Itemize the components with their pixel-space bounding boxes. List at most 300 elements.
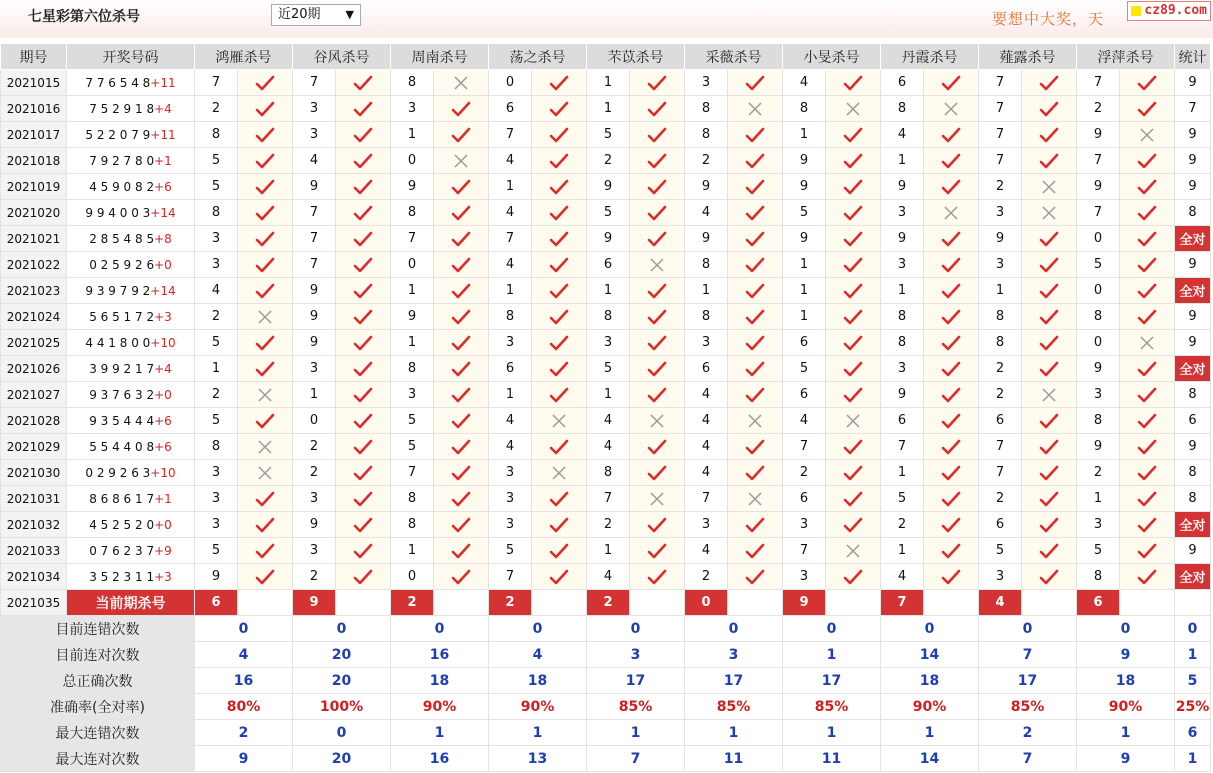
- stat-value: 2: [979, 720, 1077, 746]
- check-icon: [549, 361, 569, 377]
- check-icon: [647, 361, 667, 377]
- result-cell: [826, 96, 881, 122]
- count-cell: 9: [1175, 330, 1211, 356]
- result-cell: [924, 96, 979, 122]
- result-cell: [434, 330, 489, 356]
- stat-row: [1, 642, 1211, 668]
- result-cell: [1022, 70, 1077, 96]
- check-icon: [353, 517, 373, 533]
- table-row: [1, 200, 1211, 226]
- current-result-blank: [336, 590, 391, 616]
- kill-number-cell: 2: [1077, 96, 1120, 122]
- col-header-expert: 周南杀号: [391, 44, 489, 70]
- result-cell: [336, 226, 391, 252]
- kill-number-cell: 2: [979, 382, 1022, 408]
- check-icon: [1137, 439, 1157, 455]
- kill-number-cell: 6: [881, 408, 924, 434]
- cross-icon: [747, 413, 763, 429]
- check-icon: [843, 309, 863, 325]
- kill-number-cell: 3: [1077, 512, 1120, 538]
- result-cell: [728, 330, 783, 356]
- stat-value: 20: [293, 642, 391, 668]
- draw-numbers: 0 2 5 9 2 6: [89, 257, 155, 272]
- check-icon: [1039, 101, 1059, 117]
- draw-numbers: 7 5 2 9 1 8: [89, 101, 155, 116]
- table-row: [1, 96, 1211, 122]
- check-icon: [353, 387, 373, 403]
- kill-number-cell: 4: [489, 434, 532, 460]
- period-cell: 2021025: [1, 330, 67, 356]
- kill-number-cell: 7: [489, 226, 532, 252]
- stat-value: 6: [1175, 720, 1211, 746]
- result-cell: [336, 252, 391, 278]
- current-kill-number: 9: [293, 590, 336, 616]
- check-icon: [941, 543, 961, 559]
- table-row: [1, 356, 1211, 382]
- period-cell: 2021034: [1, 564, 67, 590]
- draw-numbers-cell: [67, 304, 195, 330]
- result-cell: [924, 252, 979, 278]
- period-cell: 2021018: [1, 148, 67, 174]
- kill-number-cell: 7: [979, 148, 1022, 174]
- result-cell: [1022, 434, 1077, 460]
- stat-value: 1: [685, 720, 783, 746]
- check-icon: [1039, 231, 1059, 247]
- count-cell: 9: [1175, 70, 1211, 96]
- draw-sum: +11: [150, 127, 176, 142]
- stat-value: 90%: [391, 694, 489, 720]
- kill-number-cell: 9: [979, 226, 1022, 252]
- kill-number-cell: 4: [783, 70, 826, 96]
- check-icon: [549, 153, 569, 169]
- result-cell: [1022, 460, 1077, 486]
- kill-number-cell: 7: [685, 486, 728, 512]
- current-result-blank: [1120, 590, 1175, 616]
- result-cell: [434, 408, 489, 434]
- check-icon: [451, 205, 471, 221]
- draw-sum: +0: [154, 257, 172, 272]
- kill-number-cell: 3: [293, 486, 336, 512]
- result-cell: [924, 200, 979, 226]
- kill-number-cell: 8: [979, 304, 1022, 330]
- check-icon: [941, 179, 961, 195]
- kill-number-cell: 2: [685, 564, 728, 590]
- result-cell: [924, 512, 979, 538]
- draw-numbers: 9 9 4 0 0 3: [85, 205, 151, 220]
- kill-number-cell: 5: [783, 200, 826, 226]
- result-cell: [1022, 408, 1077, 434]
- result-cell: [924, 174, 979, 200]
- result-cell: [1120, 564, 1175, 590]
- check-icon: [353, 569, 373, 585]
- table-row: [1, 408, 1211, 434]
- result-cell: [630, 200, 685, 226]
- result-cell: [924, 434, 979, 460]
- result-cell: [826, 564, 881, 590]
- check-icon: [647, 179, 667, 195]
- kill-number-cell: 1: [587, 70, 630, 96]
- cross-icon: [1139, 335, 1155, 351]
- draw-numbers: 0 7 6 2 3 7: [89, 543, 155, 558]
- stat-value: 17: [685, 668, 783, 694]
- draw-sum: +10: [150, 335, 176, 350]
- brand-logo[interactable]: [1127, 1, 1211, 21]
- result-cell: [1120, 200, 1175, 226]
- result-cell: [532, 304, 587, 330]
- count-cell: 9: [1175, 148, 1211, 174]
- cross-icon: [257, 439, 273, 455]
- col-header-expert: 丹霞杀号: [881, 44, 979, 70]
- cross-icon: [453, 153, 469, 169]
- period-cell: 2021019: [1, 174, 67, 200]
- check-icon: [353, 491, 373, 507]
- result-cell: [630, 512, 685, 538]
- stat-value: 17: [783, 668, 881, 694]
- result-cell: [532, 538, 587, 564]
- check-icon: [1137, 413, 1157, 429]
- result-cell: [434, 278, 489, 304]
- check-icon: [1039, 153, 1059, 169]
- kill-number-cell: 6: [587, 252, 630, 278]
- result-cell: [1022, 148, 1077, 174]
- check-icon: [1039, 465, 1059, 481]
- kill-number-cell: 8: [1077, 304, 1120, 330]
- current-period-row: [1, 590, 1211, 616]
- stat-value: 7: [587, 746, 685, 772]
- kill-number-cell: 9: [1077, 174, 1120, 200]
- kill-number-cell: 1: [587, 96, 630, 122]
- kill-number-cell: 6: [783, 486, 826, 512]
- cross-icon: [257, 387, 273, 403]
- stat-row: [1, 720, 1211, 746]
- kill-number-cell: 4: [685, 408, 728, 434]
- check-icon: [549, 569, 569, 585]
- kill-number-cell: 7: [1077, 200, 1120, 226]
- kill-number-cell: 5: [489, 538, 532, 564]
- kill-number-cell: 5: [979, 538, 1022, 564]
- check-icon: [451, 179, 471, 195]
- check-icon: [549, 127, 569, 143]
- current-kill-number: 9: [783, 590, 826, 616]
- result-cell: [238, 512, 293, 538]
- check-icon: [353, 361, 373, 377]
- kill-number-cell: 6: [489, 356, 532, 382]
- kill-number-cell: 3: [195, 252, 238, 278]
- draw-numbers-cell: [67, 252, 195, 278]
- check-icon: [1137, 153, 1157, 169]
- kill-number-cell: 9: [881, 382, 924, 408]
- cross-icon: [551, 413, 567, 429]
- check-icon: [1039, 257, 1059, 273]
- stat-value: 9: [1077, 642, 1175, 668]
- check-icon: [353, 283, 373, 299]
- kill-number-cell: 7: [489, 564, 532, 590]
- count-cell: 9: [1175, 122, 1211, 148]
- check-icon: [451, 101, 471, 117]
- kill-number-cell: 7: [391, 226, 434, 252]
- result-cell: [924, 460, 979, 486]
- check-icon: [549, 283, 569, 299]
- kill-number-cell: 5: [587, 122, 630, 148]
- check-icon: [353, 101, 373, 117]
- table-row: [1, 122, 1211, 148]
- check-icon: [549, 101, 569, 117]
- check-icon: [1137, 465, 1157, 481]
- check-icon: [1137, 517, 1157, 533]
- check-icon: [843, 231, 863, 247]
- stat-value: 20: [293, 668, 391, 694]
- result-cell: [1120, 148, 1175, 174]
- check-icon: [1039, 283, 1059, 299]
- result-cell: [238, 122, 293, 148]
- current-kill-number: 0: [685, 590, 728, 616]
- stat-value: 90%: [489, 694, 587, 720]
- period-cell: 2021017: [1, 122, 67, 148]
- check-icon: [843, 491, 863, 507]
- current-result-blank: [728, 590, 783, 616]
- stat-value: 4: [489, 642, 587, 668]
- check-icon: [647, 283, 667, 299]
- check-icon: [647, 153, 667, 169]
- result-cell: [728, 382, 783, 408]
- period-cell: 2021026: [1, 356, 67, 382]
- result-cell: [630, 538, 685, 564]
- check-icon: [647, 465, 667, 481]
- check-icon: [353, 413, 373, 429]
- kill-number-cell: 2: [293, 434, 336, 460]
- result-cell: [1120, 460, 1175, 486]
- kill-number-cell: 0: [391, 564, 434, 590]
- result-cell: [1022, 226, 1077, 252]
- kill-number-cell: 4: [587, 564, 630, 590]
- kill-number-cell: 8: [587, 460, 630, 486]
- draw-sum: +6: [154, 413, 172, 428]
- check-icon: [745, 517, 765, 533]
- stat-row: [1, 668, 1211, 694]
- result-cell: [826, 460, 881, 486]
- result-cell: [728, 356, 783, 382]
- kill-number-cell: 1: [783, 304, 826, 330]
- result-cell: [434, 226, 489, 252]
- stat-value: 90%: [881, 694, 979, 720]
- count-cell: 8: [1175, 486, 1211, 512]
- stat-value: 0: [489, 616, 587, 642]
- check-icon: [1137, 179, 1157, 195]
- kill-number-cell: 0: [1077, 330, 1120, 356]
- kill-number-cell: 8: [881, 96, 924, 122]
- result-cell: [1120, 512, 1175, 538]
- check-icon: [353, 179, 373, 195]
- kill-number-cell: 8: [489, 304, 532, 330]
- result-cell: [728, 486, 783, 512]
- check-icon: [843, 439, 863, 455]
- kill-number-cell: 4: [489, 252, 532, 278]
- kill-number-cell: 3: [391, 96, 434, 122]
- kill-number-cell: 1: [587, 278, 630, 304]
- current-result-blank: [630, 590, 685, 616]
- result-cell: [532, 564, 587, 590]
- kill-number-cell: 3: [685, 70, 728, 96]
- result-cell: [532, 122, 587, 148]
- result-cell: [1022, 356, 1077, 382]
- kill-number-cell: 6: [979, 512, 1022, 538]
- kill-number-cell: 7: [195, 70, 238, 96]
- current-result-blank: [238, 590, 293, 616]
- kill-number-cell: 7: [587, 486, 630, 512]
- stat-value: 17: [979, 668, 1077, 694]
- kill-number-cell: 3: [685, 330, 728, 356]
- result-cell: [826, 174, 881, 200]
- stat-value: 1: [489, 720, 587, 746]
- stat-value: 16: [391, 746, 489, 772]
- table-row: [1, 460, 1211, 486]
- kill-number-cell: 4: [489, 148, 532, 174]
- kill-number-cell: 3: [783, 512, 826, 538]
- check-icon: [1039, 569, 1059, 585]
- result-cell: [238, 382, 293, 408]
- draw-sum: +3: [154, 309, 172, 324]
- cross-icon: [1041, 205, 1057, 221]
- current-kill-number: 4: [979, 590, 1022, 616]
- count-cell: 全对: [1175, 226, 1211, 252]
- draw-numbers-cell: [67, 96, 195, 122]
- result-cell: [434, 148, 489, 174]
- check-icon: [1039, 439, 1059, 455]
- logo-square-icon: [1131, 6, 1141, 16]
- result-cell: [924, 226, 979, 252]
- table-row: [1, 330, 1211, 356]
- result-cell: [532, 278, 587, 304]
- draw-numbers-cell: [67, 382, 195, 408]
- stat-value: 90%: [1077, 694, 1175, 720]
- check-icon: [451, 283, 471, 299]
- kill-number-cell: 2: [685, 148, 728, 174]
- check-icon: [353, 205, 373, 221]
- check-icon: [255, 569, 275, 585]
- result-cell: [238, 278, 293, 304]
- draw-numbers: 2 8 5 4 8 5: [89, 231, 155, 246]
- kill-number-cell: 7: [979, 122, 1022, 148]
- result-cell: [434, 434, 489, 460]
- kill-number-cell: 7: [979, 434, 1022, 460]
- count-cell: 6: [1175, 408, 1211, 434]
- draw-numbers-cell: [67, 148, 195, 174]
- kill-number-cell: 1: [391, 330, 434, 356]
- result-cell: [630, 460, 685, 486]
- result-cell: [238, 200, 293, 226]
- kill-number-cell: 9: [1077, 356, 1120, 382]
- kill-number-cell: 9: [293, 330, 336, 356]
- result-cell: [924, 122, 979, 148]
- check-icon: [549, 75, 569, 91]
- check-icon: [353, 335, 373, 351]
- check-icon: [941, 439, 961, 455]
- result-cell: [630, 356, 685, 382]
- check-icon: [647, 569, 667, 585]
- stat-value: 7: [979, 746, 1077, 772]
- check-icon: [451, 413, 471, 429]
- count-cell: 9: [1175, 174, 1211, 200]
- cross-icon: [257, 465, 273, 481]
- result-cell: [336, 96, 391, 122]
- result-cell: [238, 226, 293, 252]
- result-cell: [1022, 278, 1077, 304]
- result-cell: [1120, 278, 1175, 304]
- draw-numbers-cell: [67, 226, 195, 252]
- kill-number-cell: 7: [293, 252, 336, 278]
- result-cell: [1120, 122, 1175, 148]
- stat-value: 0: [979, 616, 1077, 642]
- kill-number-cell: 5: [587, 200, 630, 226]
- count-cell: 8: [1175, 382, 1211, 408]
- result-cell: [630, 174, 685, 200]
- draw-numbers-cell: [67, 330, 195, 356]
- kill-number-cell: 7: [293, 226, 336, 252]
- draw-numbers-cell: [67, 200, 195, 226]
- check-icon: [843, 75, 863, 91]
- result-cell: [826, 278, 881, 304]
- result-cell: [826, 486, 881, 512]
- kill-number-cell: 9: [293, 278, 336, 304]
- kill-number-cell: 2: [587, 512, 630, 538]
- result-cell: [728, 304, 783, 330]
- current-kill-number: 6: [1077, 590, 1120, 616]
- check-icon: [647, 387, 667, 403]
- check-icon: [255, 491, 275, 507]
- result-cell: [434, 382, 489, 408]
- result-cell: [1120, 70, 1175, 96]
- result-cell: [238, 434, 293, 460]
- result-cell: [238, 538, 293, 564]
- kill-number-cell: 1: [391, 122, 434, 148]
- result-cell: [336, 200, 391, 226]
- draw-sum: +9: [154, 543, 172, 558]
- result-cell: [336, 434, 391, 460]
- draw-sum: +14: [150, 283, 176, 298]
- kill-number-cell: 3: [685, 512, 728, 538]
- period-cell: 2021027: [1, 382, 67, 408]
- draw-numbers: 9 3 9 7 9 2: [85, 283, 151, 298]
- result-cell: [630, 148, 685, 174]
- check-icon: [1039, 127, 1059, 143]
- kill-number-cell: 3: [293, 356, 336, 382]
- result-cell: [826, 356, 881, 382]
- kill-number-cell: 7: [783, 434, 826, 460]
- check-icon: [255, 179, 275, 195]
- stat-value: 1: [587, 720, 685, 746]
- count-cell: 8: [1175, 460, 1211, 486]
- result-cell: [1022, 564, 1077, 590]
- kill-number-cell: 8: [391, 512, 434, 538]
- kill-number-cell: 5: [1077, 538, 1120, 564]
- check-icon: [843, 283, 863, 299]
- result-cell: [826, 148, 881, 174]
- check-icon: [353, 439, 373, 455]
- stat-row: [1, 694, 1211, 720]
- stat-value: 1: [783, 720, 881, 746]
- result-cell: [826, 304, 881, 330]
- count-cell: 全对: [1175, 512, 1211, 538]
- result-cell: [1120, 538, 1175, 564]
- result-cell: [728, 200, 783, 226]
- table-row: [1, 278, 1211, 304]
- period-select[interactable]: [271, 4, 361, 26]
- kill-number-table: [0, 43, 1211, 772]
- stat-value: 14: [881, 746, 979, 772]
- kill-number-cell: 8: [391, 200, 434, 226]
- result-cell: [532, 460, 587, 486]
- check-icon: [745, 231, 765, 247]
